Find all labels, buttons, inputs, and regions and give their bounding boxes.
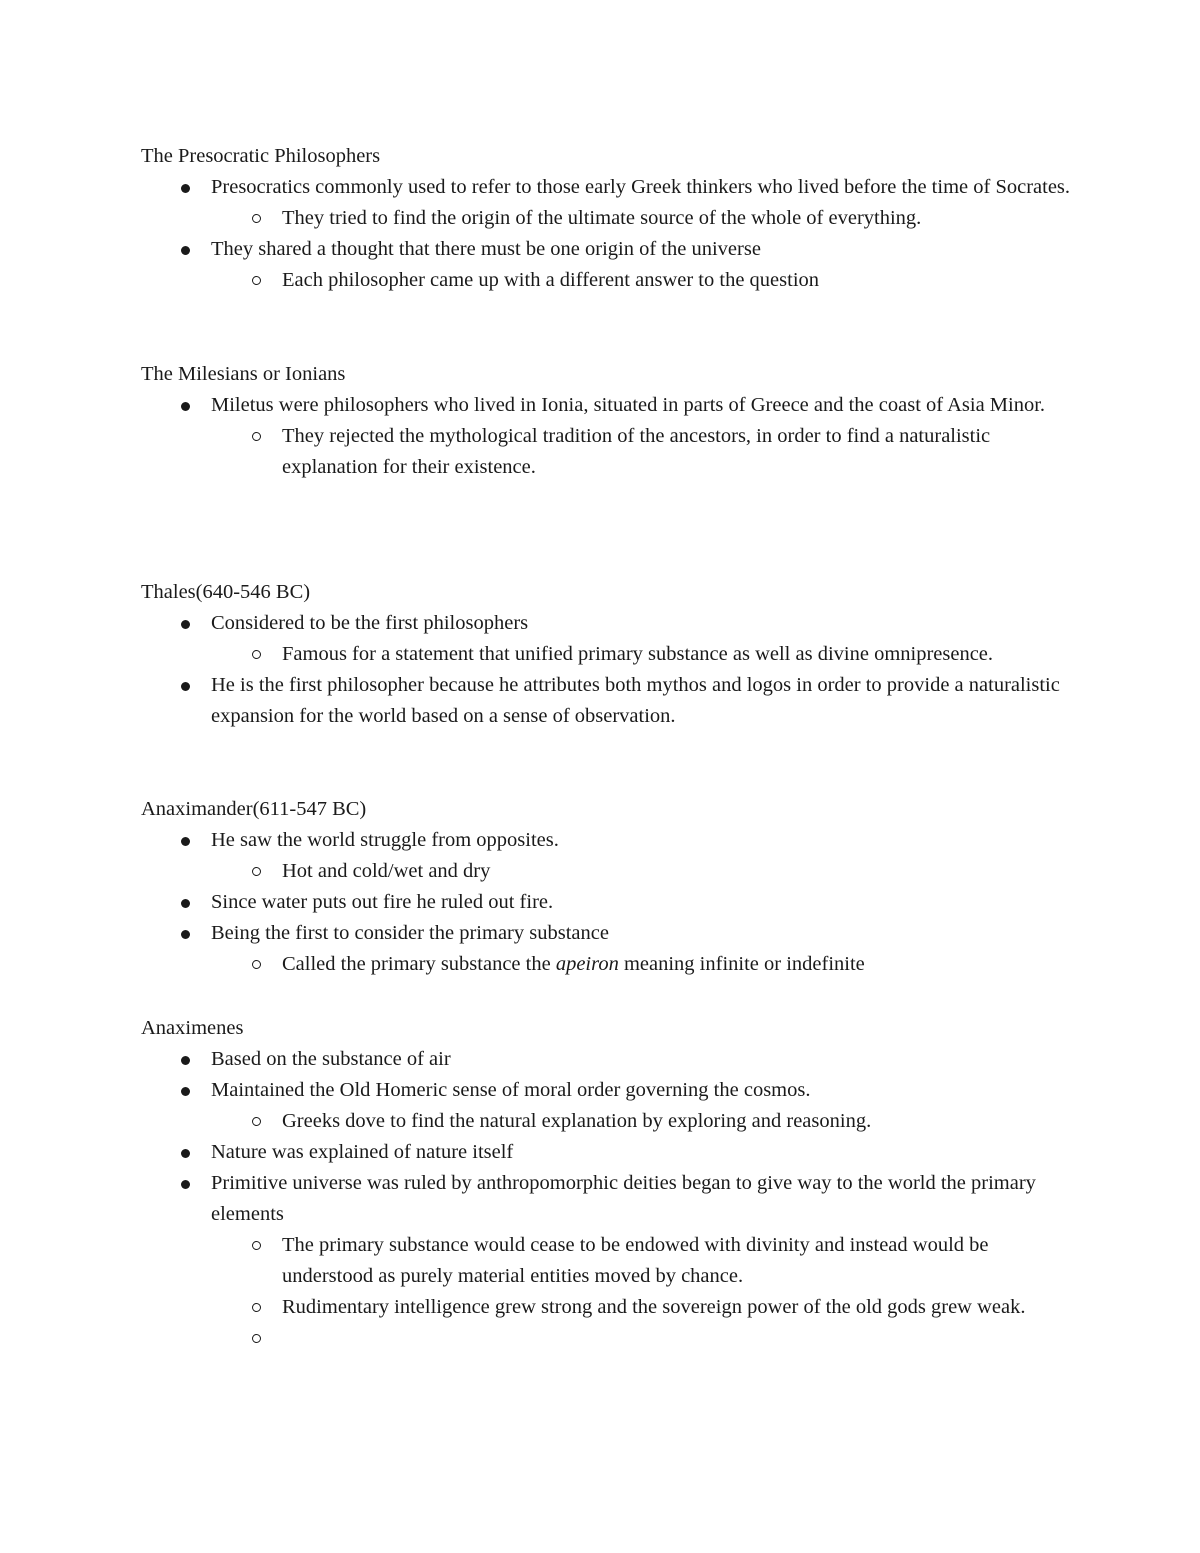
list-item — [141, 1044, 1081, 1075]
bullet-list — [141, 1044, 1081, 1354]
hollow-bullet-icon — [252, 960, 261, 969]
text-segment: meaning infinite or indefinite — [618, 953, 865, 975]
list-item-text: Presocratics commonly used to refer to those early Greek thinkers who lived before the time of Socrates. — [211, 176, 1071, 198]
list-item-text: Greeks dove to find the natural explanation by exploring and reasoning. — [282, 1110, 872, 1132]
section-anaximenes — [141, 1013, 1081, 1354]
list-item — [141, 1292, 1081, 1323]
list-item — [141, 887, 1081, 918]
list-item-text: Each philosopher came up with a different answer to the question — [282, 269, 820, 291]
hollow-bullet-icon — [252, 214, 261, 223]
section-thales — [141, 577, 1081, 732]
list-item — [141, 856, 1081, 887]
hollow-bullet-icon — [252, 867, 261, 876]
list-item — [141, 265, 1081, 296]
list-item-text: They tried to find the origin of the ultimate source of the whole of everything. — [282, 207, 922, 229]
list-item-text: The primary substance would cease to be endowed with divinity and instead would be understood as purely material entities moved by chance. — [282, 1234, 989, 1287]
hollow-bullet-icon — [252, 650, 261, 659]
list-item — [141, 608, 1081, 639]
section-heading: The Presocratic Philosophers — [141, 145, 381, 167]
list-item — [141, 825, 1081, 856]
list-item — [141, 918, 1081, 949]
list-item-text: Maintained the Old Homeric sense of moral order governing the cosmos. — [211, 1079, 811, 1101]
filled-bullet-icon — [181, 184, 190, 193]
italic-term: apeiron — [555, 953, 619, 975]
list-item-text — [282, 949, 1081, 980]
bullet-list — [141, 608, 1081, 732]
list-item-text: Primitive universe was ruled by anthropomorphic deities began to give way to the world the primary elements — [211, 1172, 1036, 1225]
list-item-text: Miletus were philosophers who lived in Ionia, situated in parts of Greece and the coast of Asia Minor. — [211, 394, 1046, 416]
list-item-text: Since water puts out fire he ruled out fire. — [211, 891, 554, 913]
list-item — [141, 390, 1081, 421]
hollow-bullet-icon — [252, 1117, 261, 1126]
filled-bullet-icon — [181, 1149, 190, 1158]
list-item — [141, 1230, 1081, 1292]
hollow-bullet-icon — [252, 1303, 261, 1312]
filled-bullet-icon — [181, 1087, 190, 1096]
filled-bullet-icon — [181, 682, 190, 691]
list-item-text: Based on the substance of air — [211, 1048, 451, 1070]
section-anaximander — [141, 794, 1081, 980]
list-item-text: He saw the world struggle from opposites. — [211, 829, 559, 851]
filled-bullet-icon — [181, 930, 190, 939]
list-item — [141, 670, 1081, 732]
list-item-text: Being the first to consider the primary substance — [211, 922, 609, 944]
section-milesians — [141, 359, 1081, 483]
list-item — [141, 1168, 1081, 1230]
filled-bullet-icon — [181, 837, 190, 846]
filled-bullet-icon — [181, 1056, 190, 1065]
list-item-text: Considered to be the first philosophers — [211, 612, 529, 634]
text-segment: Called the primary substance the — [282, 953, 556, 975]
list-item-empty — [141, 1323, 1081, 1354]
hollow-bullet-icon — [252, 1241, 261, 1250]
bullet-list — [141, 825, 1081, 980]
section-heading: Thales(640-546 BC) — [141, 581, 311, 603]
list-item-text: Hot and cold/wet and dry — [282, 860, 491, 882]
list-item-text: Nature was explained of nature itself — [211, 1141, 514, 1163]
hollow-bullet-icon — [252, 1334, 261, 1343]
list-item — [141, 1137, 1081, 1168]
section-heading: Anaximander(611-547 BC) — [141, 798, 367, 820]
bullet-list — [141, 390, 1081, 483]
list-item — [141, 172, 1081, 203]
filled-bullet-icon — [181, 899, 190, 908]
section-presocratic-philosophers — [141, 141, 1081, 296]
filled-bullet-icon — [181, 402, 190, 411]
list-item — [141, 421, 1081, 483]
list-item-text: They rejected the mythological tradition of the ancestors, in order to find a naturalistic explanation for their existence. — [282, 425, 991, 478]
list-item — [141, 234, 1081, 265]
hollow-bullet-icon — [252, 276, 261, 285]
list-item — [141, 1075, 1081, 1106]
filled-bullet-icon — [181, 620, 190, 629]
section-heading: Anaximenes — [141, 1017, 244, 1039]
list-item — [141, 1106, 1081, 1137]
bullet-list — [141, 172, 1081, 296]
list-item — [141, 949, 1081, 980]
list-item-text: Rudimentary intelligence grew strong and the sovereign power of the old gods grew weak. — [282, 1296, 1026, 1318]
filled-bullet-icon — [181, 1180, 190, 1189]
list-item — [141, 203, 1081, 234]
list-item-text: He is the first philosopher because he attributes both mythos and logos in order to provide a naturalistic expansion for the world based on a sense of observation. — [211, 674, 1060, 727]
list-item-text: Famous for a statement that unified primary substance as well as divine omnipresence. — [282, 643, 994, 665]
filled-bullet-icon — [181, 246, 190, 255]
list-item-text — [282, 1323, 1081, 1354]
list-item — [141, 639, 1081, 670]
section-heading: The Milesians or Ionians — [141, 363, 346, 385]
list-item-text: They shared a thought that there must be one origin of the universe — [211, 238, 761, 260]
hollow-bullet-icon — [252, 432, 261, 441]
